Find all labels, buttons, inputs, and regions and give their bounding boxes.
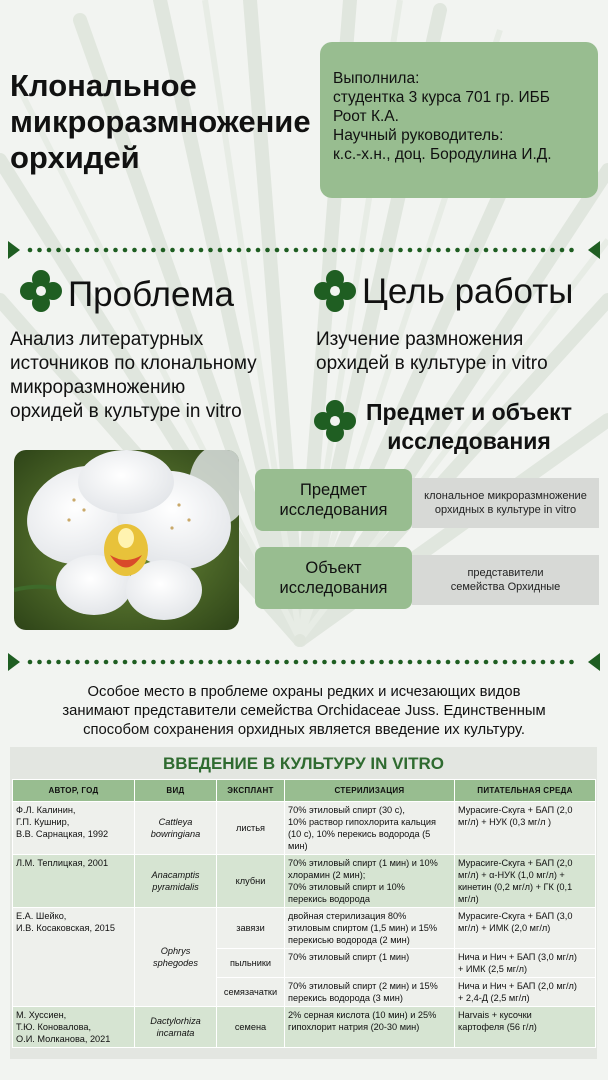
cell-line: Л.М. Теплицкая, 2001 bbox=[16, 858, 109, 868]
cell-line: pyramidalis bbox=[152, 882, 199, 892]
author-cell bbox=[13, 1007, 135, 1048]
column-header: СТЕРИЛИЗАЦИЯ bbox=[285, 780, 455, 802]
table-row bbox=[13, 855, 596, 908]
divider-dot bbox=[427, 248, 432, 253]
dotted-divider bbox=[8, 241, 600, 259]
medium-cell bbox=[455, 1007, 596, 1048]
subject-object-heading bbox=[364, 398, 574, 456]
divider-dot bbox=[360, 660, 365, 665]
divider-dot bbox=[522, 660, 527, 665]
divider-dot bbox=[218, 660, 223, 665]
problem-line: микроразмножению bbox=[10, 377, 186, 398]
divider-dot bbox=[85, 248, 90, 253]
divider-dot bbox=[75, 248, 80, 253]
author-line: студентка 3 курса 701 гр. ИББ bbox=[333, 89, 550, 106]
cell-line: 70% этиловый спирт (30 с), bbox=[288, 805, 405, 815]
explant-cell: клубни bbox=[217, 855, 285, 908]
divider-dot bbox=[94, 248, 99, 253]
column-header: ЭКСПЛАНТ bbox=[217, 780, 285, 802]
divider-dot bbox=[237, 248, 242, 253]
problem-line: источников по клональному bbox=[10, 353, 257, 374]
divider-dot bbox=[47, 248, 52, 253]
divider-dot bbox=[389, 660, 394, 665]
divider-dot bbox=[123, 248, 128, 253]
cell-line: хлорамин (2 мин); bbox=[288, 870, 366, 880]
divider-dot bbox=[104, 248, 109, 253]
species-cell bbox=[135, 802, 217, 855]
divider-dot bbox=[303, 248, 308, 253]
object-desc-line: представители bbox=[467, 567, 544, 579]
cell-line: И.В. Косаковская, 2015 bbox=[16, 923, 116, 933]
problem-line: орхидей в культуре in vitro bbox=[10, 401, 242, 422]
cell-line: Е.А. Шейко, bbox=[16, 911, 67, 921]
sterilization-cell bbox=[285, 949, 455, 978]
divider-dot bbox=[446, 248, 451, 253]
divider-dot bbox=[531, 248, 536, 253]
subject-label-line: Предмет bbox=[299, 481, 367, 499]
medium-cell bbox=[455, 908, 596, 949]
medium-cell bbox=[455, 802, 596, 855]
divider-dot bbox=[56, 660, 61, 665]
divider-dot bbox=[455, 248, 460, 253]
goal-line: Изучение размножения bbox=[316, 329, 524, 350]
divider-dot bbox=[550, 660, 555, 665]
cell-line: Мурасиге-Скуга + БАП (3,0 bbox=[458, 911, 573, 921]
divider-dot bbox=[104, 660, 109, 665]
divider-dot bbox=[47, 660, 52, 665]
explant-cell: завязи bbox=[217, 908, 285, 949]
divider-dot bbox=[180, 248, 185, 253]
cell-line: 2% серная кислота (10 мин) и 25% bbox=[288, 1010, 437, 1020]
cell-line: incarnata bbox=[156, 1028, 195, 1038]
divider-dot bbox=[332, 660, 337, 665]
divider-dot bbox=[113, 248, 118, 253]
medium-cell bbox=[455, 949, 596, 978]
sterilization-cell bbox=[285, 908, 455, 949]
divider-dot bbox=[398, 660, 403, 665]
divider-dot bbox=[455, 660, 460, 665]
divider-dot bbox=[170, 248, 175, 253]
goal-text bbox=[316, 328, 606, 376]
explant-cell: семена bbox=[217, 1007, 285, 1048]
divider-dot bbox=[436, 660, 441, 665]
divider-dot bbox=[550, 248, 555, 253]
cell-line: Ophrys bbox=[160, 946, 191, 956]
divider-dot bbox=[256, 660, 261, 665]
divider-dot bbox=[484, 248, 489, 253]
cell-line: В.В. Сарнацкая, 1992 bbox=[16, 829, 109, 839]
sterilization-cell bbox=[285, 978, 455, 1007]
divider-dot bbox=[208, 660, 213, 665]
divider-dot bbox=[522, 248, 527, 253]
four-leaf-flower-icon bbox=[312, 398, 358, 444]
divider-dot bbox=[151, 248, 156, 253]
author-line: Выполнила: bbox=[333, 70, 420, 87]
dotted-divider bbox=[8, 653, 600, 671]
divider-dot bbox=[208, 248, 213, 253]
divider-dot bbox=[246, 248, 251, 253]
divider-dot bbox=[227, 248, 232, 253]
title-line: микроразмножение bbox=[10, 104, 311, 139]
divider-dot bbox=[531, 660, 536, 665]
divider-dot bbox=[284, 660, 289, 665]
divider-dot bbox=[151, 660, 156, 665]
divider-dot bbox=[56, 248, 61, 253]
cell-line: Т.Ю. Коновалова, bbox=[16, 1022, 92, 1032]
goal-heading: Цель работы bbox=[362, 272, 574, 311]
divider-dot bbox=[446, 660, 451, 665]
author-info-box bbox=[320, 42, 598, 198]
divider-dot bbox=[180, 660, 185, 665]
divider-dot bbox=[351, 248, 356, 253]
supervisor-line: к.с.-х.н., доц. Бородулина И.Д. bbox=[333, 146, 552, 163]
cell-line: Ф.Л. Калинин, bbox=[16, 805, 76, 815]
four-leaf-flower-icon bbox=[18, 268, 64, 314]
problem-line: Анализ литературных bbox=[10, 329, 204, 350]
divider-dot bbox=[265, 660, 270, 665]
explant-cell: пыльники bbox=[217, 949, 285, 978]
table-row bbox=[13, 908, 596, 949]
column-header: АВТОР, ГОД bbox=[13, 780, 135, 802]
cell-line: Anacamptis bbox=[151, 870, 200, 880]
divider-dot bbox=[218, 248, 223, 253]
divider-dot bbox=[37, 248, 42, 253]
divider-dot bbox=[37, 660, 42, 665]
cell-line: гипохлорит натрия (20-30 мин) bbox=[288, 1022, 420, 1032]
cell-line: (10 с), 10% перекись водорода (5 bbox=[288, 829, 431, 839]
cell-line: 70% этиловый спирт и 10% bbox=[288, 882, 405, 892]
divider-dot bbox=[322, 248, 327, 253]
divider-dot bbox=[199, 248, 204, 253]
cell-line: + ИМК (2,5 мг/л) bbox=[458, 964, 528, 974]
divider-dot bbox=[313, 248, 318, 253]
divider-dot bbox=[189, 660, 194, 665]
divider-dot bbox=[85, 660, 90, 665]
cell-line: О.И. Молканова, 2021 bbox=[16, 1034, 111, 1044]
divider-dot bbox=[246, 660, 251, 665]
cell-line: мг/л) + α-НУК (1,0 мг/л) + bbox=[458, 870, 565, 880]
object-label-box bbox=[255, 547, 412, 609]
divider-dot bbox=[66, 248, 71, 253]
divider-dot bbox=[132, 248, 137, 253]
intro-line: способом сохранения орхидных является введение их культуру. bbox=[83, 722, 525, 738]
divider-dot bbox=[322, 660, 327, 665]
divider-dot bbox=[341, 660, 346, 665]
species-cell bbox=[135, 1007, 217, 1048]
cell-line: мг/л) + ИМК (2,0 мг/л) bbox=[458, 923, 551, 933]
cell-line: Г.П. Кушнир, bbox=[16, 817, 70, 827]
divider-dot bbox=[398, 248, 403, 253]
divider-dot bbox=[265, 248, 270, 253]
cell-line: Harvais + кусочки bbox=[458, 1010, 532, 1020]
cell-line: перекись водорода (3 мин) bbox=[288, 993, 403, 1003]
divider-dot bbox=[199, 660, 204, 665]
cell-line: 70% этиловый спирт (2 мин) и 15% bbox=[288, 981, 438, 991]
problem-text bbox=[10, 328, 310, 424]
cell-line: + 2,4-Д (2,5 мг/л) bbox=[458, 993, 530, 1003]
divider-dot bbox=[493, 248, 498, 253]
species-cell bbox=[135, 908, 217, 1007]
divider-dot bbox=[161, 660, 166, 665]
cell-line: 70% этиловый спирт (1 мин) bbox=[288, 952, 410, 962]
divider-dot bbox=[113, 660, 118, 665]
divider-dot bbox=[465, 660, 470, 665]
author-cell bbox=[13, 855, 135, 908]
divider-dot bbox=[132, 660, 137, 665]
cell-line: Dactylorhiza bbox=[150, 1016, 201, 1026]
cell-line: мг/л) + НУК (0,3 мг/л ) bbox=[458, 817, 552, 827]
divider-dot bbox=[275, 248, 280, 253]
sterilization-cell bbox=[285, 1007, 455, 1048]
cell-line: этиловым спиртом (1,5 мин) и 15% bbox=[288, 923, 438, 933]
sterilization-cell bbox=[285, 802, 455, 855]
divider-dot bbox=[389, 248, 394, 253]
divider-dot bbox=[303, 660, 308, 665]
divider-dot bbox=[379, 660, 384, 665]
divider-dot bbox=[341, 248, 346, 253]
explant-cell: листья bbox=[217, 802, 285, 855]
divider-dot bbox=[560, 248, 565, 253]
divider-dot bbox=[541, 248, 546, 253]
divider-dot bbox=[484, 660, 489, 665]
object-desc-line: семейства Орхидные bbox=[450, 581, 561, 593]
divider-dot bbox=[275, 660, 280, 665]
divider-dot bbox=[503, 660, 508, 665]
divider-dot bbox=[512, 248, 517, 253]
divider-dot bbox=[94, 660, 99, 665]
poster-title bbox=[10, 68, 330, 176]
problem-heading: Проблема bbox=[68, 275, 234, 314]
subject-label-box bbox=[255, 469, 412, 531]
cell-line: Нича и Нич + БАП (3,0 мг/л) bbox=[458, 952, 577, 962]
triangle-arrow-icon bbox=[8, 241, 20, 259]
divider-dot bbox=[256, 248, 261, 253]
divider-dot bbox=[294, 248, 299, 253]
goal-line: орхидей в культуре in vitro bbox=[316, 353, 548, 374]
cell-line: картофеля (56 г/л) bbox=[458, 1022, 537, 1032]
cell-line: sphegodes bbox=[153, 958, 198, 968]
subject-heading-line: Предмет и объект bbox=[366, 399, 572, 425]
supervisor-line: Научный руководитель: bbox=[333, 127, 504, 144]
sterilization-cell bbox=[285, 855, 455, 908]
cell-line: bowringiana bbox=[150, 829, 201, 839]
divider-dot bbox=[465, 248, 470, 253]
divider-dot bbox=[294, 660, 299, 665]
four-leaf-flower-icon bbox=[312, 268, 358, 314]
divider-dot bbox=[332, 248, 337, 253]
divider-dot bbox=[474, 660, 479, 665]
in-vitro-table-panel bbox=[10, 747, 597, 1059]
cell-line: Мурасиге-Скуга + БАП (2,0 bbox=[458, 805, 573, 815]
divider-dot bbox=[170, 660, 175, 665]
table-row bbox=[13, 802, 596, 855]
divider-dot bbox=[227, 660, 232, 665]
cell-line: перекись водорода bbox=[288, 894, 371, 904]
intro-line: занимают представители семейства Orchidaceae Juss. Единственным bbox=[62, 703, 546, 719]
divider-dot bbox=[370, 248, 375, 253]
divider-dot bbox=[427, 660, 432, 665]
divider-dot bbox=[417, 248, 422, 253]
cell-line: Cattleya bbox=[158, 817, 193, 827]
intro-paragraph bbox=[20, 683, 588, 740]
subject-desc-line: клональное микроразмножение bbox=[424, 490, 587, 502]
medium-cell bbox=[455, 855, 596, 908]
divider-dot bbox=[370, 660, 375, 665]
divider-dot bbox=[66, 660, 71, 665]
triangle-arrow-icon bbox=[8, 653, 20, 671]
column-header: ВИД bbox=[135, 780, 217, 802]
divider-dot bbox=[512, 660, 517, 665]
in-vitro-table bbox=[12, 779, 596, 1048]
column-header: ПИТАТЕЛЬНАЯ СРЕДА bbox=[455, 780, 596, 802]
divider-dot bbox=[142, 660, 147, 665]
divider-dot bbox=[408, 248, 413, 253]
author-cell bbox=[13, 908, 135, 1007]
divider-dot bbox=[313, 660, 318, 665]
divider-dot bbox=[408, 660, 413, 665]
triangle-arrow-icon bbox=[588, 653, 600, 671]
divider-dot bbox=[436, 248, 441, 253]
subject-desc-line: орхидных в культуре in vitro bbox=[434, 504, 577, 516]
divider-dot bbox=[351, 660, 356, 665]
divider-dot bbox=[28, 248, 33, 253]
subject-label-line: исследования bbox=[279, 501, 388, 519]
object-description bbox=[412, 555, 599, 605]
cell-line: мин) bbox=[288, 841, 308, 851]
divider-dot bbox=[142, 248, 147, 253]
divider-dot bbox=[360, 248, 365, 253]
subject-heading-line: исследования bbox=[387, 428, 551, 454]
divider-dot bbox=[161, 248, 166, 253]
divider-dot bbox=[417, 660, 422, 665]
divider-dot bbox=[569, 660, 574, 665]
divider-dot bbox=[189, 248, 194, 253]
title-line: орхидей bbox=[10, 140, 140, 175]
divider-dot bbox=[569, 248, 574, 253]
divider-dot bbox=[541, 660, 546, 665]
orchid-photo bbox=[14, 450, 239, 630]
cell-line: перекисью водорода (2 мин) bbox=[288, 935, 410, 945]
divider-dot bbox=[493, 660, 498, 665]
cell-line: двойная стерилизация 80% bbox=[288, 911, 407, 921]
cell-line: Нича и Нич + БАП (2,0 мг/л) bbox=[458, 981, 577, 991]
divider-dot bbox=[123, 660, 128, 665]
cell-line: мг/л) bbox=[458, 894, 479, 904]
cell-line: Мурасиге-Скуга + БАП (2,0 bbox=[458, 858, 573, 868]
cell-line: М. Хуссиен, bbox=[16, 1010, 67, 1020]
triangle-arrow-icon bbox=[588, 241, 600, 259]
divider-dot bbox=[284, 248, 289, 253]
subject-description bbox=[412, 478, 599, 528]
cell-line: кинетин (0,2 мг/л) + ГК (0,1 bbox=[458, 882, 573, 892]
object-label-line: исследования bbox=[279, 579, 388, 597]
divider-dot bbox=[28, 660, 33, 665]
divider-dot bbox=[474, 248, 479, 253]
intro-line: Особое место в проблеме охраны редких и исчезающих видов bbox=[87, 684, 521, 700]
divider-dot bbox=[503, 248, 508, 253]
table-row bbox=[13, 1007, 596, 1048]
table-title: ВВЕДЕНИЕ В КУЛЬТУРУ IN VITRO bbox=[162, 754, 445, 773]
cell-line: 70% этиловый спирт (1 мин) и 10% bbox=[288, 858, 438, 868]
divider-dot bbox=[75, 660, 80, 665]
object-label-line: Объект bbox=[305, 559, 362, 577]
explant-cell: семязачатки bbox=[217, 978, 285, 1007]
author-cell bbox=[13, 802, 135, 855]
divider-dot bbox=[379, 248, 384, 253]
species-cell bbox=[135, 855, 217, 908]
cell-line: 10% раствор гипохлорита кальция bbox=[288, 817, 437, 827]
divider-dot bbox=[560, 660, 565, 665]
medium-cell bbox=[455, 978, 596, 1007]
title-line: Клональное bbox=[10, 68, 197, 103]
author-line: Роот К.А. bbox=[333, 108, 399, 125]
divider-dot bbox=[237, 660, 242, 665]
